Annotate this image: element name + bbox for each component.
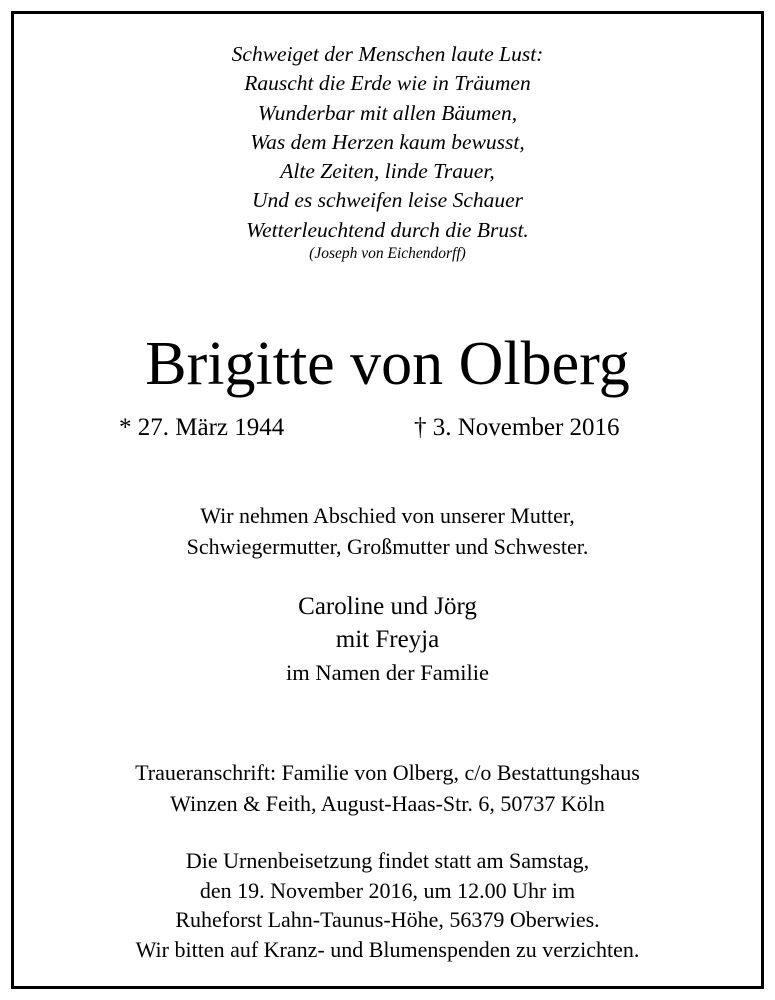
mourning-address [0, 757, 775, 819]
poem-line: Alte Zeiten, linde Trauer, [280, 159, 495, 184]
family-names-continued: mit Freyja [335, 626, 440, 653]
burial-line: den 19. November 2016, um 12.00 Uhr im [199, 877, 576, 903]
poem-attribution: (Joseph von Eichendorff) [309, 245, 466, 262]
birth-date: * 27. März 1944 [119, 414, 285, 441]
poem-line: Und es schweifen leise Schauer [251, 188, 524, 213]
burial-line: Wir bitten auf Kranz- und Blumenspenden zu verzichten. [135, 936, 640, 962]
poem-line: Rauscht die Erde wie in Träumen [244, 71, 531, 96]
deceased-name: Brigitte von Olberg [145, 330, 630, 398]
address-line: Traueranschrift: Familie von Olberg, c/o Bestattungshaus [135, 760, 640, 785]
death-date: † 3. November 2016 [414, 414, 620, 441]
family-on-behalf: im Namen der Familie [285, 660, 490, 685]
poem-line: Wetterleuchtend durch die Brust. [246, 217, 529, 242]
family-names: Caroline und Jörg [298, 593, 477, 620]
poem [0, 40, 775, 245]
farewell-text [0, 500, 775, 562]
farewell-line: Schwiegermutter, Großmutter und Schwester. [186, 534, 589, 559]
burial-info [0, 846, 775, 964]
burial-line: Ruheforst Lahn-Taunus-Höhe, 56379 Oberwies. [175, 907, 600, 932]
farewell-line: Wir nehmen Abschied von unserer Mutter, [200, 503, 575, 528]
address-line: Winzen & Feith, August-Haas-Str. 6, 50737 Köln [170, 791, 605, 816]
family-signature [0, 590, 775, 689]
poem-line: Was dem Herzen kaum bewusst, [250, 129, 525, 154]
burial-line: Die Urnenbeisetzung findet statt am Samstag, [185, 848, 590, 873]
poem-line: Wunderbar mit allen Bäumen, [257, 100, 518, 125]
poem-line: Schweiget der Menschen laute Lust: [231, 42, 544, 66]
